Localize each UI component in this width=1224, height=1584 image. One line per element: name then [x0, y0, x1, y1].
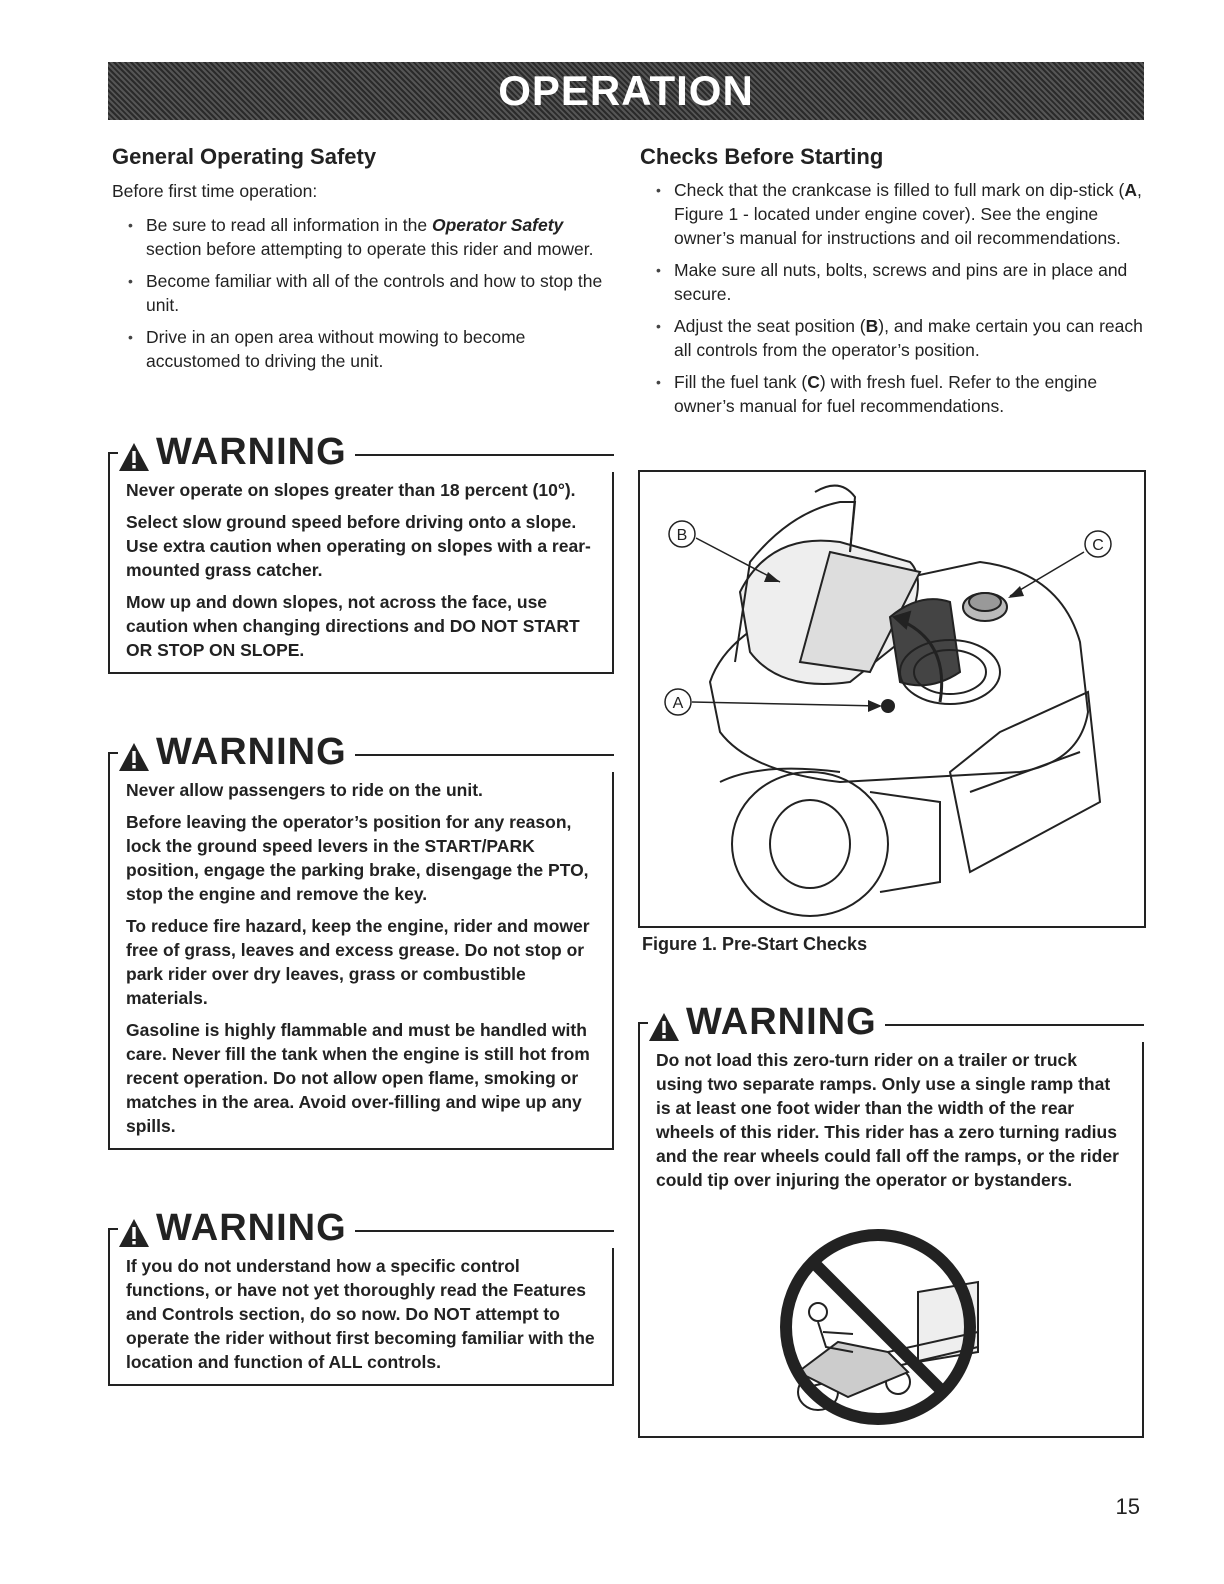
general-safety-section — [112, 144, 612, 381]
list-item: • Be sure to read all information in the Operator Safety section before attempting to operate this rider and mower. — [112, 213, 612, 261]
warning-label: WARNING — [156, 731, 347, 773]
checks-list — [640, 178, 1144, 418]
section-title: OPERATION — [498, 67, 754, 114]
callout-b-label: B — [676, 527, 688, 544]
operator-safety-ref: Operator Safety — [432, 215, 564, 235]
warning-text: To reduce fire hazard, keep the engine, rider and mower free of grass, leaves and excess grease. Do not stop or park rider over dry leaves, grass or combustible materials. — [126, 916, 590, 1008]
list-item: • Fill the fuel tank (C) with fresh fuel. Refer to the engine owner’s manual for fuel recommendations. — [640, 370, 1144, 418]
warning-body — [108, 1248, 614, 1386]
warning-text: Gasoline is highly flammable and must be handled with care. Never fill the tank when the engine is still hot from recent operation. Do not allow open flame, smoking or matches in the area. Avoid over-filling and wipe up any spills. — [126, 1020, 590, 1136]
warning-text: Select slow ground speed before driving onto a slope. Use extra caution when operating on slopes with a rear-mounted grass catcher. — [126, 512, 591, 580]
warning-header — [638, 990, 1144, 1042]
page-number: 15 — [1115, 1494, 1140, 1519]
list-item: • Drive in an open area without mowing to become accustomed to driving the unit. — [112, 325, 612, 373]
warning-box-controls — [108, 1196, 614, 1386]
warning-header — [108, 1196, 614, 1248]
warning-triangle-icon — [648, 1012, 680, 1042]
checks-heading: Checks Before Starting — [640, 144, 884, 169]
warning-text: Before leaving the operator’s position for any reason, lock the ground speed levers in the START/PARK position, engage the parking brake, disengage the PTO, stop the engine and remove the key. — [126, 812, 589, 904]
figure-pre-start-checks — [638, 470, 1146, 928]
warning-label: WARNING — [156, 431, 347, 473]
warning-text: If you do not understand how a specific control functions, or have not yet thoroughly read the Features and Controls section, do so now. Do NOT attempt to operate the rider without first becoming familiar with the location and function of ALL controls. — [126, 1256, 595, 1372]
warning-box-passengers — [108, 720, 614, 1150]
warning-label: WARNING — [686, 1001, 877, 1043]
warning-triangle-icon — [118, 742, 150, 772]
warning-header — [108, 720, 614, 772]
mower-illustration — [640, 472, 1144, 926]
warning-box-slopes — [108, 420, 614, 674]
list-item: • Adjust the seat position (B), and make certain you can reach all controls from the operator’s position. — [640, 314, 1144, 362]
warning-body — [638, 1042, 1144, 1438]
warning-box-trailer-loading — [638, 990, 1144, 1438]
general-safety-list — [112, 213, 612, 373]
no-dual-ramps-icon — [768, 1222, 988, 1432]
warning-body — [108, 472, 614, 674]
warning-text: Do not load this zero-turn rider on a trailer or truck using two separate ramps. Only use a single ramp that is at least one foot wider than the width of the rear wheels of this rider. This rider has a zero turning radius and the rear wheels could fall off the ramps, or the rider could tip over injuring the operator or bystanders. — [656, 1050, 1119, 1190]
list-item: • Become familiar with all of the controls and how to stop the unit. — [112, 269, 612, 317]
warning-label: WARNING — [156, 1207, 347, 1249]
general-safety-heading: General Operating Safety — [112, 144, 377, 169]
warning-text: Mow up and down slopes, not across the face, use caution when changing directions and DO NOT START OR STOP ON SLOPE. — [126, 592, 580, 660]
callout-a-label: A — [672, 695, 684, 712]
warning-header — [108, 420, 614, 472]
figure-caption: Figure 1. Pre-Start Checks — [642, 934, 868, 954]
section-banner — [108, 62, 1144, 120]
general-safety-intro: Before first time operation: — [112, 181, 318, 201]
list-item: • Check that the crankcase is filled to full mark on dip-stick (A, Figure 1 - located under engine cover). See the engine owner’s manual for instructions and oil recommendations. — [640, 178, 1144, 250]
checks-section — [640, 144, 1144, 426]
warning-text: Never operate on slopes greater than 18 percent (10°). — [126, 480, 576, 500]
warning-text: Never allow passengers to ride on the unit. — [126, 780, 483, 800]
warning-triangle-icon — [118, 442, 150, 472]
list-item: • Make sure all nuts, bolts, screws and pins are in place and secure. — [640, 258, 1144, 306]
callout-c-label: C — [1092, 537, 1104, 554]
warning-body — [108, 772, 614, 1150]
warning-triangle-icon — [118, 1218, 150, 1248]
